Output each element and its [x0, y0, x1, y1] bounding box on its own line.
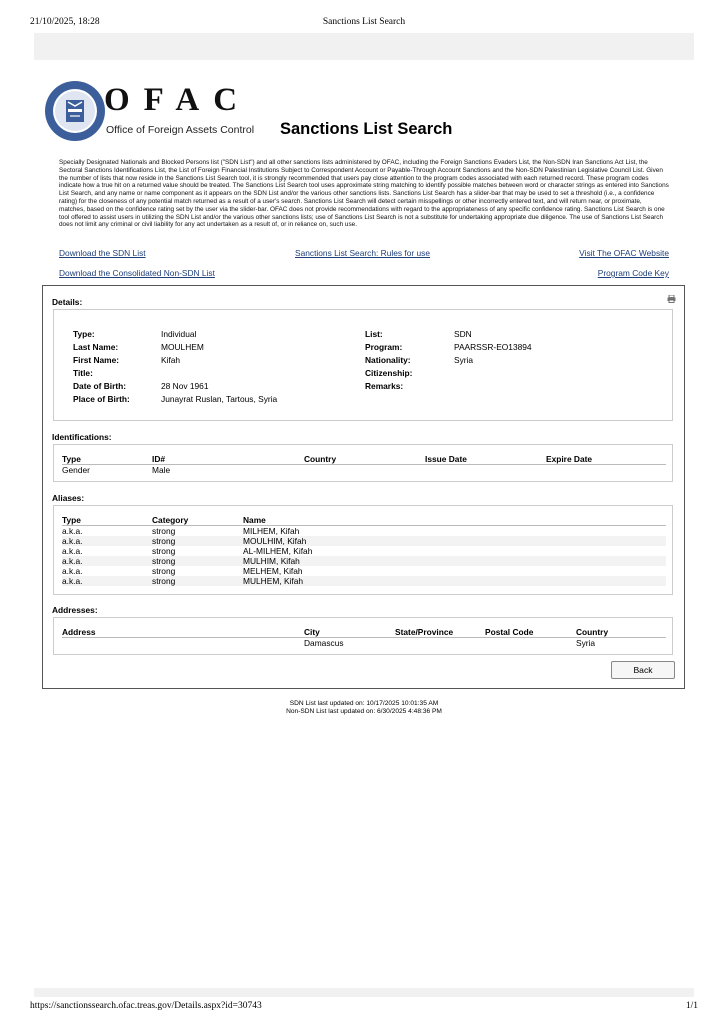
alias-category-cell: strong [152, 576, 243, 586]
col-expire-date: Expire Date [546, 454, 666, 465]
alias-category-cell: strong [152, 546, 176, 556]
identifications-header-row [62, 454, 666, 465]
table-row [62, 465, 666, 476]
address-cell [62, 638, 304, 649]
col-type: Type [62, 454, 152, 465]
ofac-logo [44, 80, 264, 142]
col-country: Country [304, 454, 425, 465]
alias-name-cell: MELHEM, Kifah [243, 566, 303, 576]
visit-ofac-link[interactable]: Visit The OFAC Website [579, 248, 669, 258]
col-id: ID# [152, 454, 304, 465]
alias-category-cell: strong [152, 566, 176, 576]
alias-type-cell: a.k.a. [62, 556, 152, 566]
printer-icon[interactable] [667, 295, 676, 303]
alias-type-cell: a.k.a. [62, 576, 152, 586]
addresses-table [62, 627, 666, 648]
col-alias-category: Category [152, 515, 243, 526]
col-alias-type: Type [62, 515, 152, 526]
id-type-cell: Gender [62, 465, 90, 475]
col-postal: Postal Code [485, 627, 576, 638]
addresses-header-row [62, 627, 666, 638]
type-label: Type: [73, 329, 95, 339]
city-cell: Damascus [304, 638, 344, 648]
col-address: Address [62, 627, 304, 638]
footer-band [34, 988, 694, 997]
alias-type-cell: a.k.a. [62, 526, 83, 536]
sdn-updated: SDN List last updated on: 10/17/2025 10:01:35 AM [289, 700, 439, 707]
alias-category-cell: strong [152, 556, 243, 566]
ofac-letters: OFAC [104, 82, 252, 118]
citizenship-label: Citizenship: [365, 368, 413, 378]
alias-category-cell: strong [152, 526, 176, 536]
col-alias-name: Name [243, 515, 666, 526]
title-label: Title: [73, 368, 93, 378]
dob-label: Date of Birth: [73, 381, 127, 391]
aliases-heading: Aliases: [52, 493, 85, 503]
last-updated [0, 700, 728, 716]
addr-country-cell: Syria [576, 638, 596, 648]
addresses-box [53, 617, 673, 655]
postal-cell [485, 638, 576, 649]
table-row [62, 546, 666, 556]
col-state: State/Province [395, 627, 485, 638]
alias-type-cell: a.k.a. [62, 546, 83, 556]
download-sdn-link[interactable]: Download the SDN List [59, 248, 146, 258]
ofac-subtitle: Office of Foreign Assets Control [106, 124, 255, 136]
description-text: Specially Designated Nationals and Blocked Persons list ("SDN List") and all other sanctions lists administered by OFAC, including the Foreign Sanctions Evaders List, the Non-SDN Iran Sanctions Act List, the Sectoral Sanctions Identifications List, the List of Foreign Financial Institutions Subject to Correspondent Account or Payable-Through Account Sanctions and the Non-SDN Palestinian Legislative Council List. Given the number of lists that now reside in the Sanctions List Search tool, it is strongly recommended that users pay close attention to the program codes associated with each returned record. These program codes indicate how a true hit on a returned value should be treated. The Sanctions List Search tool uses approximate string matching to identify possible matches between word or character strings as entered into Sanctions List Search, and any name or name component as it appears on the SDN List and/or the various other sanctions lists. Sanctions List Search has a slider-bar that may be used to set a threshold (i.e., a confidence rating) for the closeness of any potential match returned as a result of a user's search. Sanctions List Search will detect certain misspellings or other incorrectly entered text, and will return near, or proximate, matches, based on the confidence rating set by the user via the slider-bar. OFAC does not provide recommendations with regard to the appropriateness of any specific confidence rating. Sanctions List Search is one tool offered to assist users in utilizing the SDN List and/or the various other sanctions lists; use of Sanctions List Search is not a substitute for undertaking appropriate due diligence. The use of Sanctions List Search does not limit any criminal or civil liability for any act undertaken as a result of, or in reliance on, such use. [59, 159, 669, 229]
col-issue-date: Issue Date [425, 454, 546, 465]
identifications-heading: Identifications: [52, 432, 112, 442]
pob-value: Junayrat Ruslan, Tartous, Syria [161, 394, 278, 404]
details-heading: Details: [52, 297, 83, 307]
program-label: Program: [365, 342, 403, 352]
alias-name-cell: MULHIM, Kifah [243, 556, 666, 566]
aliases-table [62, 515, 666, 586]
state-cell [395, 638, 485, 649]
alias-name-cell: MULHEM, Kifah [243, 576, 666, 586]
nonsdn-updated: Non-SDN List last updated on: 6/30/2025 4:48:36 PM [286, 708, 442, 715]
list-label: List: [365, 329, 383, 339]
pob-label: Place of Birth: [73, 394, 130, 404]
table-row [62, 536, 666, 546]
back-button[interactable]: Back [611, 661, 675, 679]
remarks-label: Remarks: [365, 381, 404, 391]
print-url: https://sanctionssearch.ofac.treas.gov/Details.aspx?id=30743 [30, 1001, 262, 1011]
id-issue-cell [425, 465, 546, 476]
list-value: SDN [454, 329, 472, 339]
first-name-value: Kifah [161, 355, 181, 365]
id-number-cell: Male [152, 465, 171, 475]
identifications-box [53, 444, 673, 482]
id-country-cell [304, 465, 425, 476]
alias-type-cell: a.k.a. [62, 536, 152, 546]
download-nonsdn-link[interactable]: Download the Consolidated Non-SDN List [59, 268, 215, 278]
table-row [62, 576, 666, 586]
alias-name-cell: AL-MILHEM, Kifah [243, 546, 313, 556]
aliases-box [53, 505, 673, 595]
alias-type-cell: a.k.a. [62, 566, 83, 576]
print-page-number: 1/1 [685, 1001, 698, 1011]
alias-name-cell: MILHEM, Kifah [243, 526, 300, 536]
identifications-table [62, 454, 666, 475]
treasury-seal-icon [44, 80, 106, 142]
program-value: PAARSSR-EO13894 [454, 342, 532, 352]
dob-value: 28 Nov 1961 [161, 381, 209, 391]
id-expire-cell [546, 465, 666, 476]
details-panel [42, 285, 685, 689]
last-name-label: Last Name: [73, 342, 119, 352]
addresses-heading: Addresses: [52, 605, 98, 615]
alias-category-cell: strong [152, 536, 243, 546]
print-title: Sanctions List Search [322, 17, 406, 27]
nationality-label: Nationality: [365, 355, 411, 365]
details-box [53, 309, 673, 421]
header-band [34, 33, 694, 60]
program-code-key-link[interactable]: Program Code Key [597, 268, 669, 278]
print-header [0, 17, 728, 31]
table-row [62, 556, 666, 566]
print-datetime: 21/10/2025, 18:28 [30, 17, 100, 27]
table-row [62, 526, 666, 537]
first-name-label: First Name: [73, 355, 120, 365]
page-title: Sanctions List Search [280, 120, 453, 138]
table-row [62, 566, 666, 576]
alias-name-cell: MOULHIM, Kifah [243, 536, 666, 546]
col-city: City [304, 627, 395, 638]
col-addr-country: Country [576, 627, 666, 638]
aliases-header-row [62, 515, 666, 526]
rules-link[interactable]: Sanctions List Search: Rules for use [295, 248, 430, 258]
type-value: Individual [161, 329, 197, 339]
last-name-value: MOULHEM [161, 342, 204, 352]
table-row [62, 638, 666, 649]
nationality-value: Syria [454, 355, 474, 365]
